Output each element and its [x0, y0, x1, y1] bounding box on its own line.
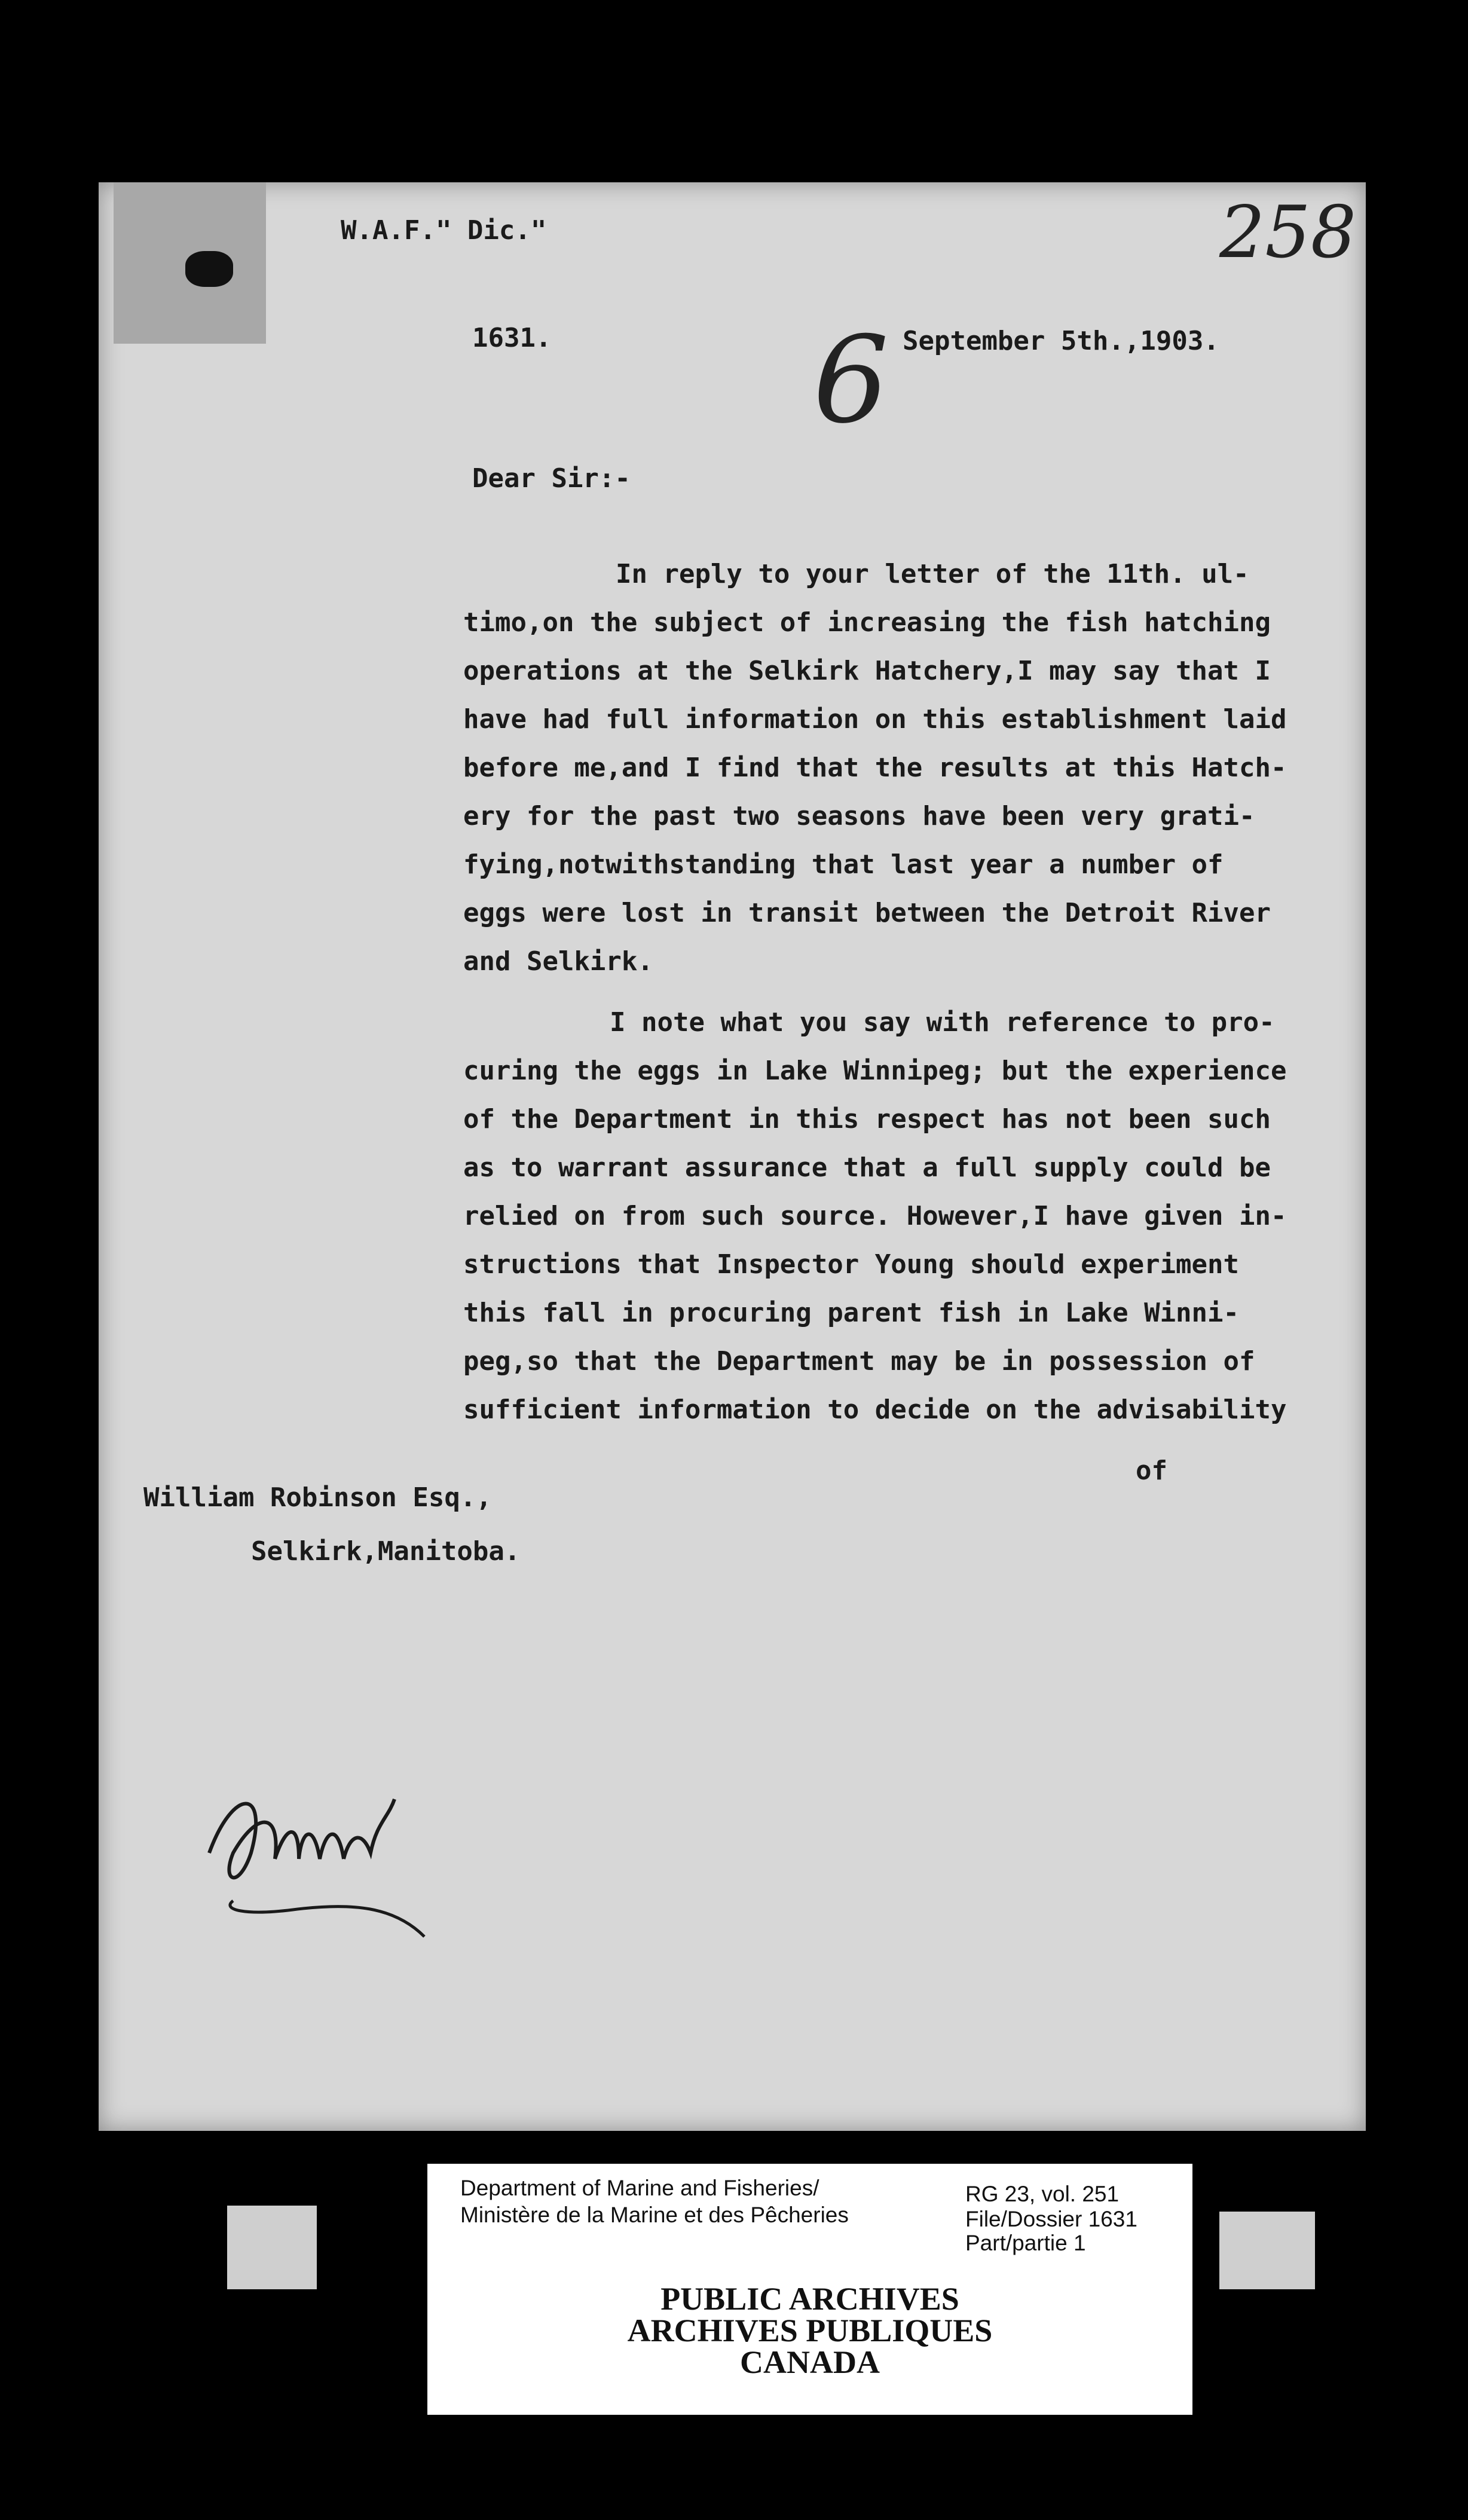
p2-line: this fall in procuring parent fish in Lake Winni-: [463, 1298, 1240, 1328]
paragraph-2: [463, 998, 1287, 1482]
p1-line: before me,and I find that the results at this Hatch-: [463, 753, 1287, 783]
archive-line-3: CANADA: [740, 2344, 880, 2380]
ink-blot: [185, 251, 233, 287]
p1-line: eggs were lost in transit between the Detroit River: [463, 898, 1271, 928]
addressee-name: William Robinson Esq.,: [143, 1482, 492, 1513]
margin-mark: 6: [813, 311, 889, 450]
part-partie: Part/partie 1: [965, 2231, 1086, 2255]
p1-line: fying,notwithstanding that last year a number of: [463, 849, 1224, 880]
p2-line: I note what you say with reference to pro-: [610, 1007, 1275, 1038]
p2-line: sufficient information to decide on the advisability: [463, 1394, 1287, 1425]
p2-line: peg,so that the Department may be in possession of: [463, 1346, 1255, 1377]
tape-right: [1219, 2212, 1315, 2289]
p2-line: of the Department in this respect has not been such: [463, 1104, 1271, 1134]
archive-line-1: PUBLIC ARCHIVES: [660, 2281, 959, 2317]
addressee-place: Selkirk,Manitoba.: [251, 1536, 521, 1567]
initials-signature-icon: [197, 1763, 448, 1943]
p1-line: have had full information on this establishment laid: [463, 704, 1287, 735]
file-dossier: File/Dossier 1631: [965, 2207, 1137, 2231]
letter-date: September 5th.,1903.: [903, 326, 1219, 356]
dept-en: Department of Marine and Fisheries/: [460, 2176, 819, 2200]
file-number: 1631.: [472, 323, 552, 353]
handwritten-initials: [197, 1763, 448, 1945]
p2-line: relied on from such source. However,I have given in-: [463, 1201, 1287, 1231]
p1-line: ery for the past two seasons have been very grati-: [463, 801, 1255, 831]
catchword: of: [1136, 1455, 1167, 1486]
archive-line-2: ARCHIVES PUBLIQUES: [627, 2313, 993, 2348]
reference-code: W.A.F." Dic.": [341, 215, 547, 246]
p2-line: curing the eggs in Lake Winnipeg; but the experience: [463, 1056, 1287, 1086]
archive-label: [427, 2164, 1192, 2415]
p1-line: In reply to your letter of the 11th. ul-: [616, 559, 1249, 589]
folio-number: 258: [1219, 191, 1357, 274]
dept-fr: Ministère de la Marine et des Pêcheries: [460, 2203, 849, 2227]
p1-line: timo,on the subject of increasing the fish hatching: [463, 607, 1271, 638]
tape-left: [227, 2206, 317, 2289]
p2-line: as to warrant assurance that a full supply could be: [463, 1152, 1271, 1183]
p2-line: structions that Inspector Young should experiment: [463, 1249, 1240, 1280]
salutation: Dear Sir:-: [472, 463, 631, 494]
rg-volume: RG 23, vol. 251: [965, 2182, 1120, 2206]
p1-line: operations at the Selkirk Hatchery,I may say that I: [463, 656, 1271, 686]
p1-line: and Selkirk.: [463, 946, 653, 977]
